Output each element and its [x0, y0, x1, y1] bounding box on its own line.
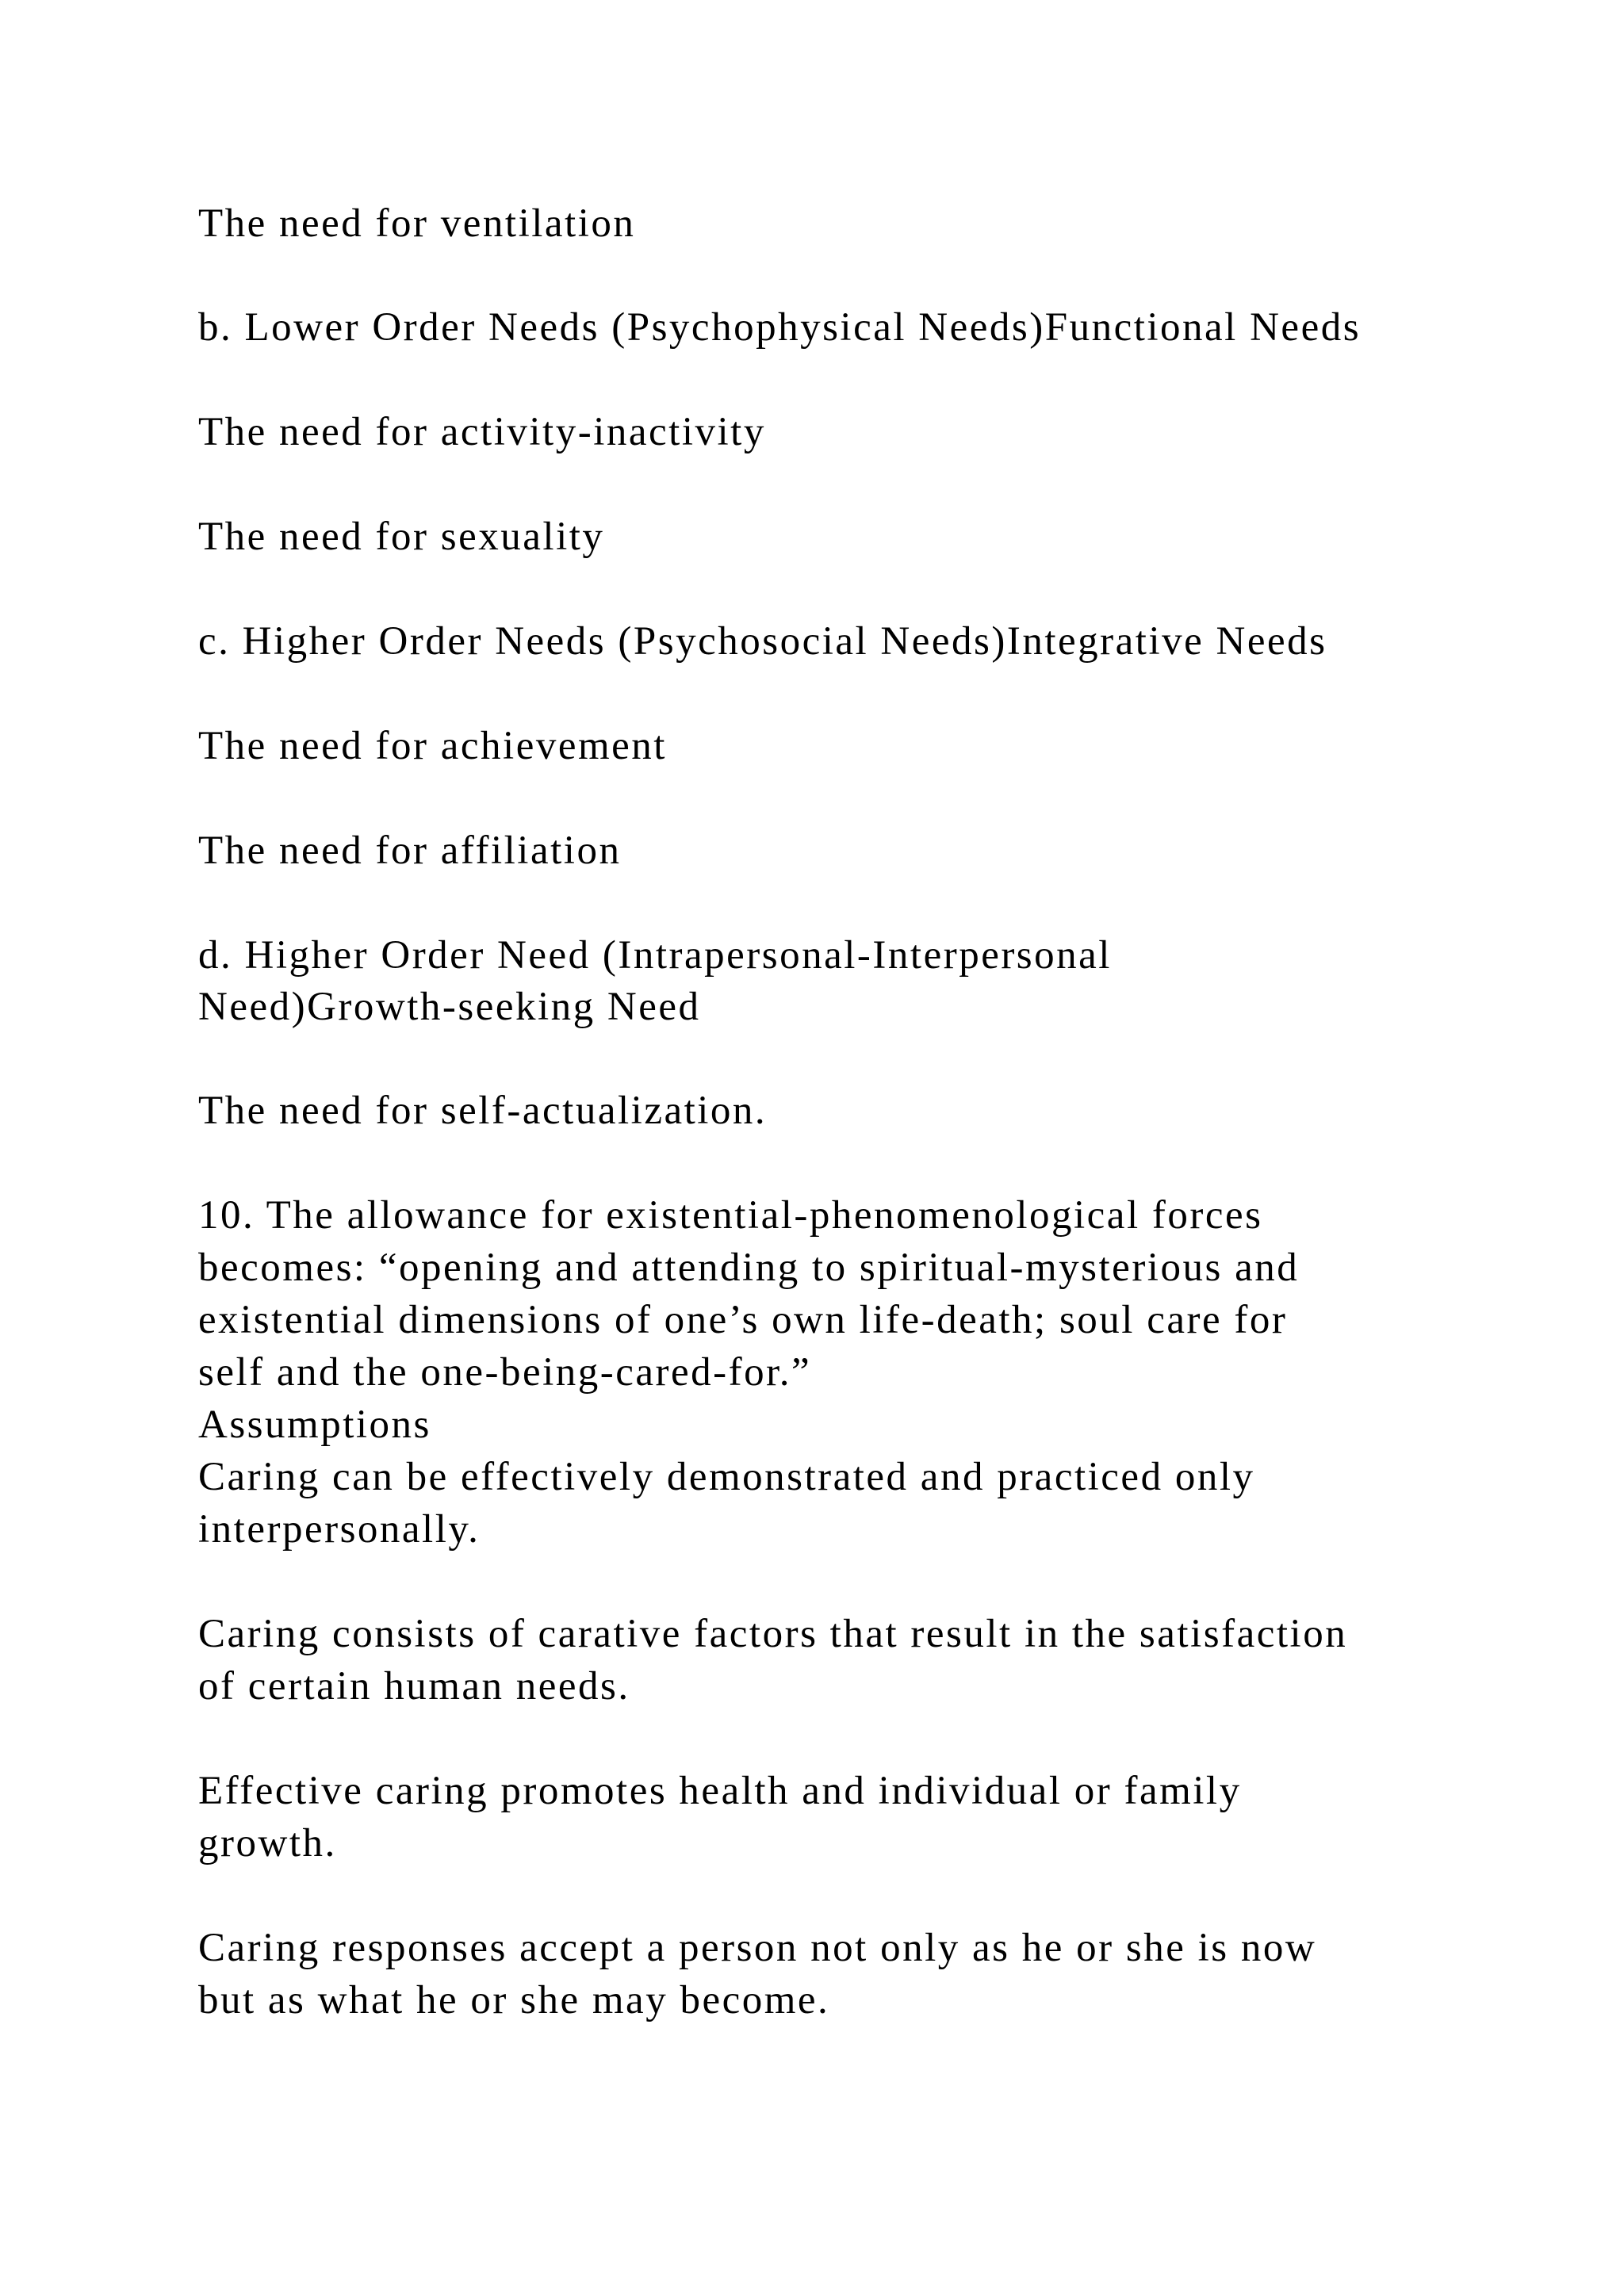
assumption-2-line-1: Caring consists of carative factors that result in the satisfaction	[198, 1612, 1348, 1656]
lower-order-needs-heading: b. Lower Order Needs (Psychophysical Needs)Functional Needs	[198, 305, 1362, 350]
assumption-3-line-1: Effective caring promotes health and individual or family	[198, 1769, 1242, 1813]
item-10-line-2: becomes: “opening and attending to spiritual-mysterious and	[198, 1246, 1300, 1290]
need-self-actualization-line: The need for self-actualization.	[198, 1089, 768, 1133]
need-achievement-line: The need for achievement	[198, 724, 667, 768]
assumption-1-line-2: interpersonally.	[198, 1507, 481, 1552]
need-sexuality-line: The need for sexuality	[198, 515, 605, 559]
higher-order-intrapersonal-heading-line-2: Need)Growth-seeking Need	[198, 985, 701, 1029]
assumptions-heading: Assumptions	[198, 1402, 431, 1447]
assumption-3-line-2: growth.	[198, 1821, 337, 1866]
item-10-line-1: 10. The allowance for existential-phenomenological forces	[198, 1193, 1263, 1238]
need-ventilation-line: The need for ventilation	[198, 201, 636, 246]
need-activity-line: The need for activity-inactivity	[198, 410, 766, 454]
assumption-2-line-2: of certain human needs.	[198, 1664, 630, 1709]
higher-order-intrapersonal-heading-line-1: d. Higher Order Need (Intrapersonal-Interpersonal	[198, 933, 1112, 978]
assumption-4-line-2: but as what he or she may become.	[198, 1978, 830, 2022]
assumption-4-line-1: Caring responses accept a person not only as he or she is now	[198, 1926, 1317, 1970]
item-10-line-3: existential dimensions of one’s own life-death; soul care for	[198, 1298, 1288, 1342]
need-affiliation-line: The need for affiliation	[198, 828, 622, 873]
higher-order-psychosocial-heading: c. Higher Order Needs (Psychosocial Needs)Integrative Needs	[198, 619, 1327, 664]
assumption-1-line-1: Caring can be effectively demonstrated and practiced only	[198, 1455, 1255, 1499]
item-10-line-4: self and the one-being-cared-for.”	[198, 1350, 812, 1395]
